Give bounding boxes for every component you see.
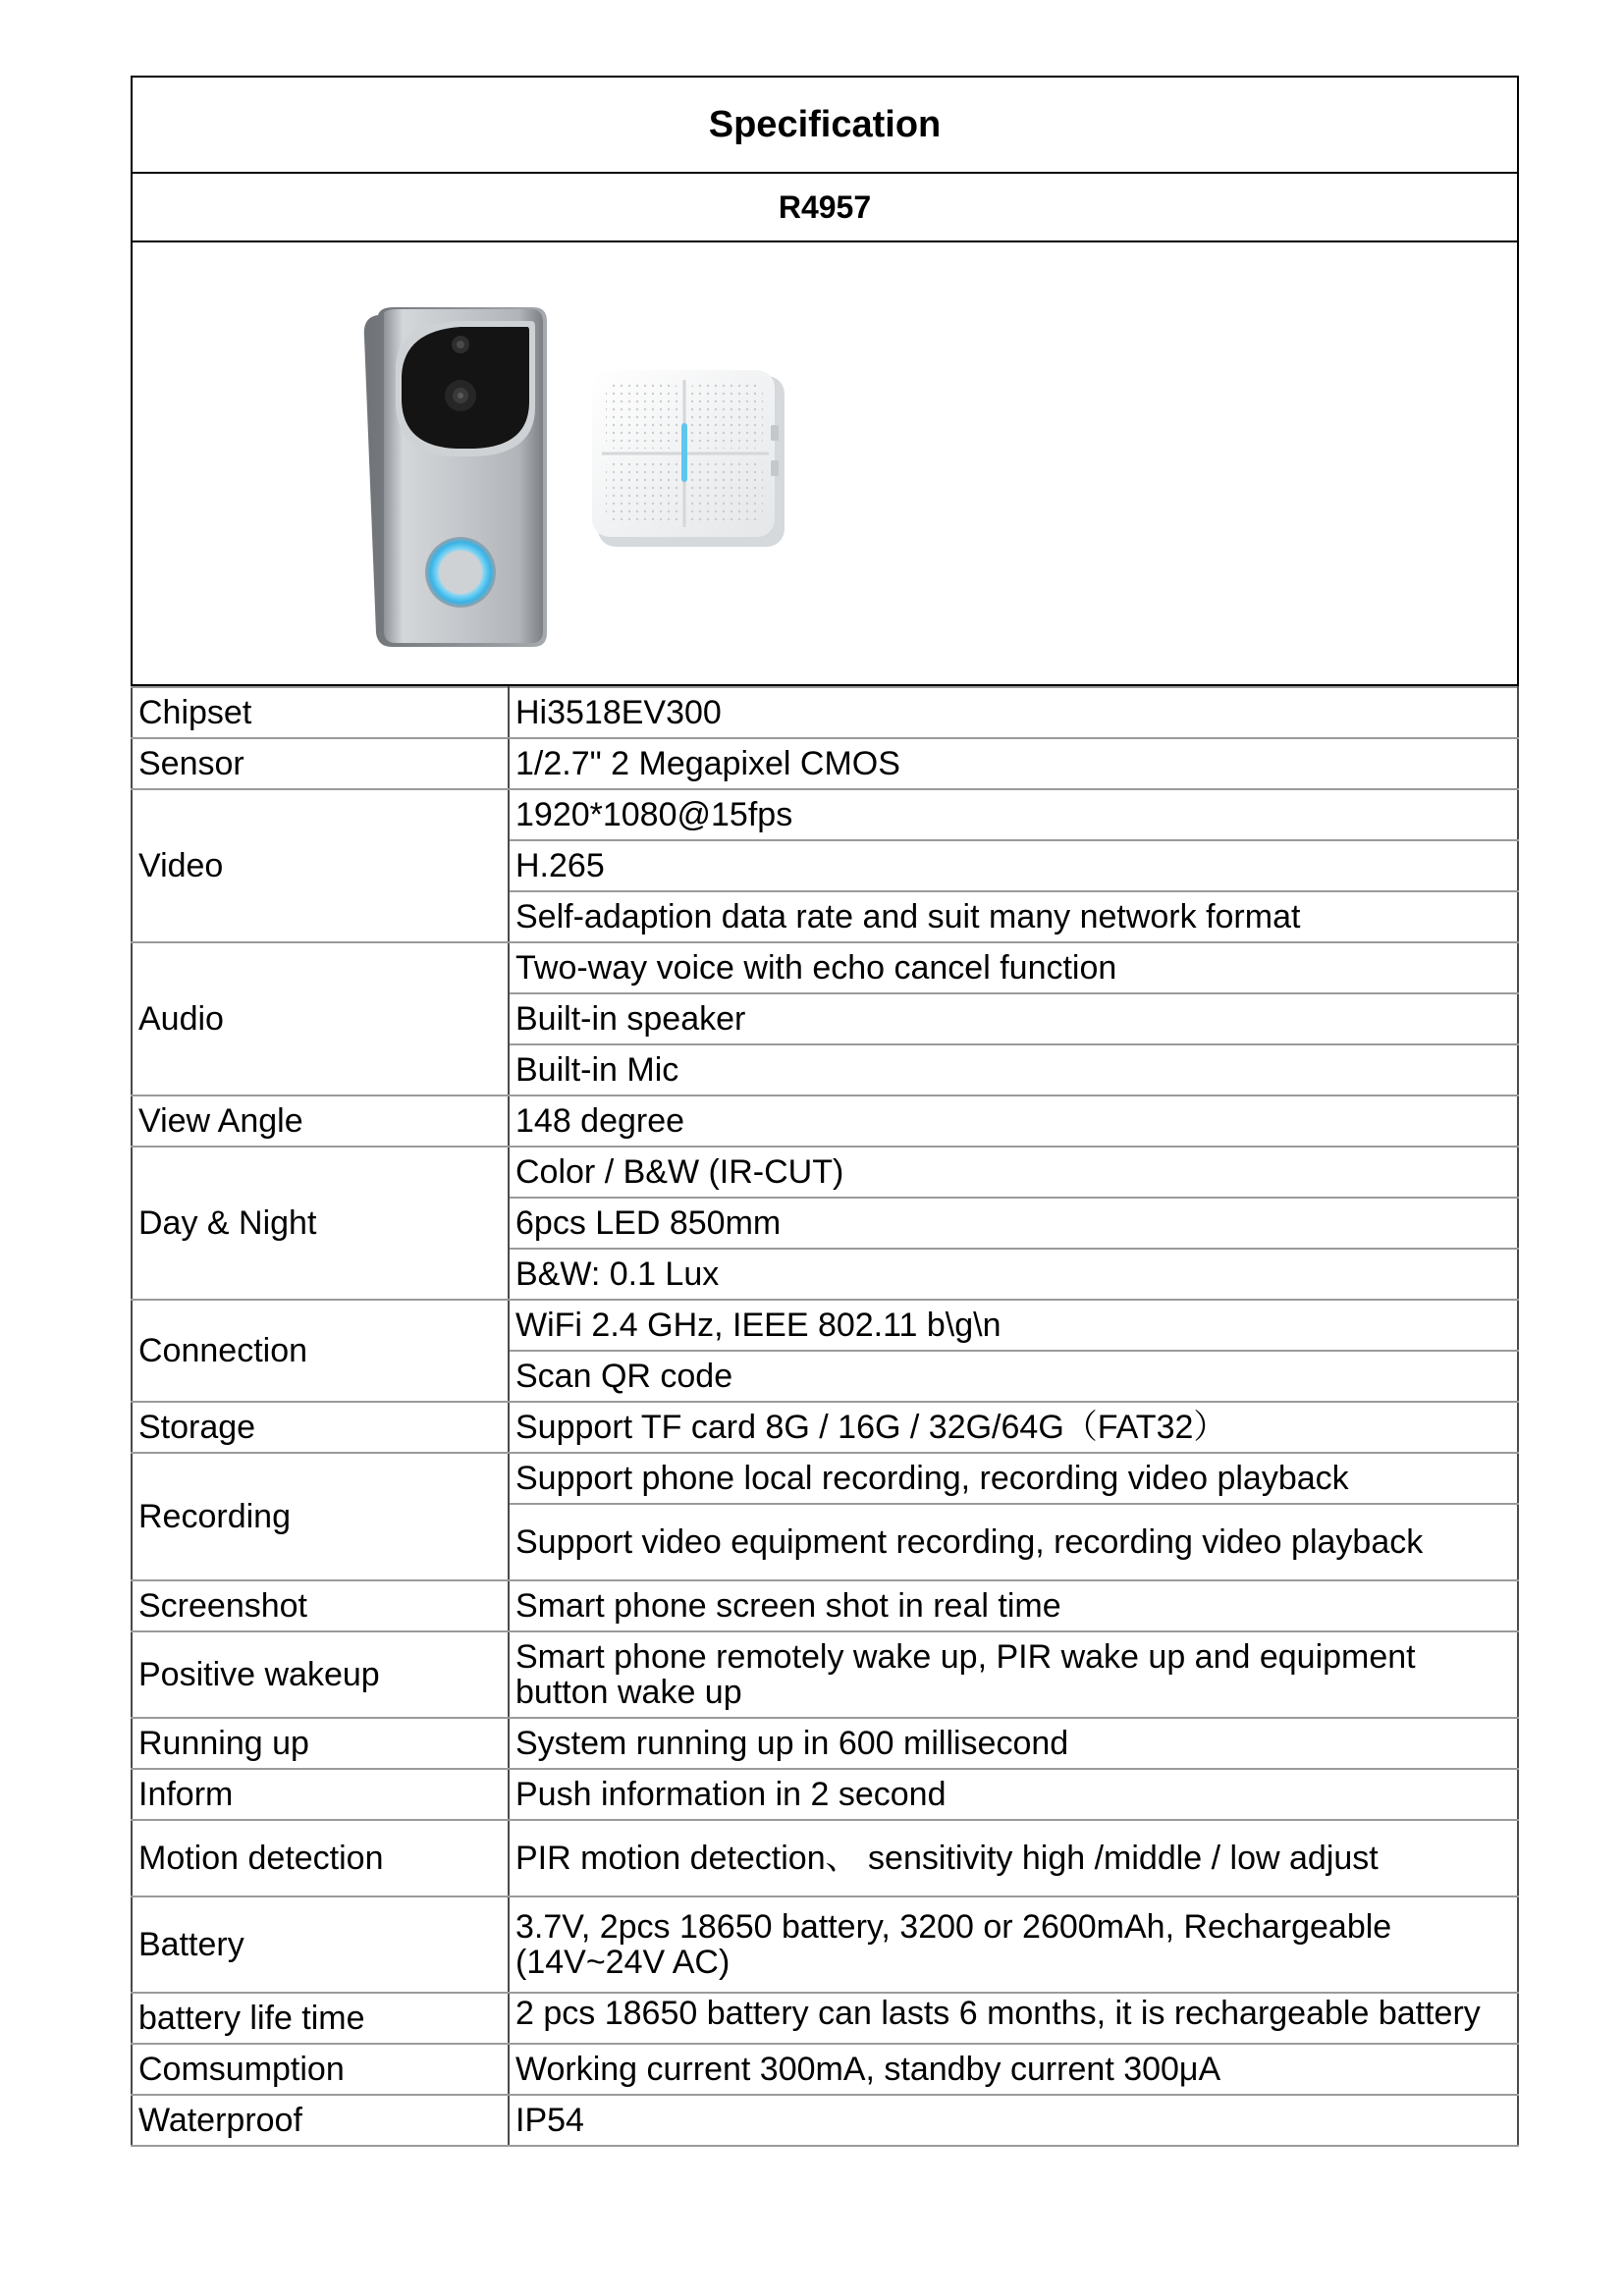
- table-row: [132, 1300, 1518, 1351]
- spec-value: 148 degree: [509, 1095, 1518, 1147]
- spec-label: Connection: [132, 1300, 509, 1402]
- spec-table: [131, 686, 1519, 2147]
- spec-value: H.265: [509, 840, 1518, 891]
- spec-value: 1/2.7" 2 Megapixel CMOS: [509, 738, 1518, 789]
- spec-value-text: 2 pcs 18650 battery can lasts 6 months, it is rechargeable battery: [515, 1995, 1481, 2032]
- spec-value: Color / B&W (IR-CUT): [509, 1147, 1518, 1198]
- table-row: [132, 789, 1518, 840]
- spec-label: Audio: [132, 942, 509, 1095]
- chime-receiver-icon: [586, 366, 792, 553]
- spec-label: Battery: [132, 1896, 509, 1993]
- spec-label: Waterproof: [132, 2095, 509, 2146]
- table-row: [132, 2044, 1518, 2095]
- spec-value: Support TF card 8G / 16G / 32G/64G（FAT32）: [509, 1402, 1518, 1453]
- spec-value: PIR motion detection、 sensitivity high /middle / low adjust: [509, 1820, 1518, 1896]
- table-row: [132, 1147, 1518, 1198]
- spec-value: Built-in Mic: [509, 1044, 1518, 1095]
- spec-value: Support video equipment recording, recording video playback: [509, 1504, 1518, 1580]
- table-row: [132, 687, 1518, 738]
- table-row: [132, 1095, 1518, 1147]
- spec-value: Scan QR code: [509, 1351, 1518, 1402]
- table-row: [132, 1896, 1518, 1993]
- spec-value: System running up in 600 millisecond: [509, 1718, 1518, 1769]
- spec-value: 3.7V, 2pcs 18650 battery, 3200 or 2600mAh, Rechargeable (14V~24V AC): [509, 1896, 1518, 1993]
- spec-value: Working current 300mA, standby current 300μA: [509, 2044, 1518, 2095]
- page-title: Specification: [132, 77, 1518, 173]
- table-row: [132, 1631, 1518, 1718]
- spec-value: Support phone local recording, recording video playback: [509, 1453, 1518, 1504]
- table-row: [132, 1769, 1518, 1820]
- spec-label: Running up: [132, 1718, 509, 1769]
- video-doorbell-icon: [358, 307, 555, 651]
- spec-value: [509, 1993, 1518, 2044]
- spec-label: Chipset: [132, 687, 509, 738]
- spec-value: Self-adaption data rate and suit many network format: [509, 891, 1518, 942]
- table-row: [132, 942, 1518, 993]
- table-row: [132, 1402, 1518, 1453]
- spec-value: Hi3518EV300: [509, 687, 1518, 738]
- spec-sheet: [131, 76, 1519, 2147]
- spec-value: Built-in speaker: [509, 993, 1518, 1044]
- spec-value: Push information in 2 second: [509, 1769, 1518, 1820]
- spec-value: IP54: [509, 2095, 1518, 2146]
- spec-value: WiFi 2.4 GHz, IEEE 802.11 b\g\n: [509, 1300, 1518, 1351]
- spec-label: Video: [132, 789, 509, 942]
- table-row: [132, 1580, 1518, 1631]
- table-row: [132, 1993, 1518, 2044]
- spec-label: Recording: [132, 1453, 509, 1580]
- spec-value: B&W: 0.1 Lux: [509, 1249, 1518, 1300]
- spec-label: Day & Night: [132, 1147, 509, 1300]
- spec-value: Two-way voice with echo cancel function: [509, 942, 1518, 993]
- table-row: [132, 738, 1518, 789]
- table-row: [132, 2095, 1518, 2146]
- spec-label: View Angle: [132, 1095, 509, 1147]
- spec-label: Inform: [132, 1769, 509, 1820]
- spec-label: Sensor: [132, 738, 509, 789]
- spec-label: Motion detection: [132, 1820, 509, 1896]
- table-row: [132, 1820, 1518, 1896]
- spec-value: Smart phone remotely wake up, PIR wake up and equipment button wake up: [509, 1631, 1518, 1718]
- product-image-cell: [132, 241, 1518, 685]
- spec-label: battery life time: [132, 1993, 509, 2044]
- spec-value: 1920*1080@15fps: [509, 789, 1518, 840]
- spec-label: Comsumption: [132, 2044, 509, 2095]
- spec-label: Storage: [132, 1402, 509, 1453]
- table-row: [132, 1453, 1518, 1504]
- spec-label: Screenshot: [132, 1580, 509, 1631]
- spec-label: Positive wakeup: [132, 1631, 509, 1718]
- model-number: R4957: [132, 173, 1518, 241]
- spec-value: Smart phone screen shot in real time: [509, 1580, 1518, 1631]
- spec-value: 6pcs LED 850mm: [509, 1198, 1518, 1249]
- spec-header-table: [131, 76, 1519, 686]
- table-row: [132, 1718, 1518, 1769]
